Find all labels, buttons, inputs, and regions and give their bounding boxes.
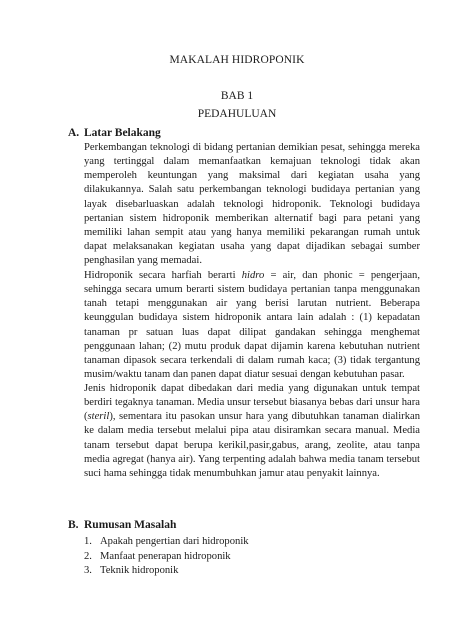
steril-term: steril bbox=[87, 411, 110, 423]
problem-list bbox=[84, 535, 249, 579]
list-item-text: Apakah pengertian dari hidroponik bbox=[100, 536, 249, 547]
paragraph-3-part-2: ), sementara itu pasokan unsur hara yang dibutuhkan tanaman dialirkan ke dalam media tersebut melalui pipa atau disiramkan secara manual. Media tanam tersebut dapat berupa kerikil,pasir,gabus, arang, zeolite, atau tanpa media agregat (hanya air). Yang terpenting adalah bahwa media tanam tersebut suci hama sehingga tidak menumbuhkan jamur atau penyakit lainnya. bbox=[84, 411, 420, 479]
list-item-number: 2. bbox=[84, 550, 92, 562]
section-a-heading-text: Latar Belakang bbox=[84, 127, 161, 139]
section-b-letter: B. bbox=[68, 519, 79, 531]
list-item bbox=[84, 550, 249, 565]
document-title: MAKALAH HIDROPONIK bbox=[169, 54, 305, 66]
list-item-number: 1. bbox=[84, 536, 92, 547]
chapter-title: PEDAHULUAN bbox=[197, 108, 277, 120]
paragraph-3-part-1: Jenis hidroponik dapat dibedakan dari media yang digunakan untuk tempat berdiri tegaknya tanaman. Media unsur tersebut biasanya bebas dari unsur hara ( bbox=[84, 383, 420, 423]
section-b-heading-text: Rumusan Masalah bbox=[84, 519, 177, 531]
chapter-label: BAB 1 bbox=[220, 90, 254, 102]
section-a-heading bbox=[68, 127, 161, 139]
hidro-term: hidro bbox=[241, 270, 265, 281]
list-item-text: Teknik hidroponik bbox=[100, 565, 179, 576]
paragraph-2-part-2: = air, dan phonic = pengerjaan, sehingga secara umum berarti sistem budidaya pertanian tanpa menggunakan tanah tetapi menggunakan air yang berisi larutan nutrient. Beberapa keunggulan budidaya sistem hidroponik antara lain adalah : (1) kepadatan tanaman pr satuan luas dapat dilipat gandakan sehingga menghemat penggunaan lahan; (2) mutu produk dapat dijamin karena kebutuhan nutrient tanaman dipasok secara terkendali di dalam rumah kaca; (3) tidak tergantung musim/waktu tanam dan panen dapat diatur sesuai dengan kebutuhan pasar. bbox=[84, 270, 420, 381]
list-item-text: Manfaat penerapan hidroponik bbox=[100, 550, 231, 562]
paragraph-3 bbox=[84, 382, 420, 481]
paragraph-1: Perkembangan teknologi di bidang pertanian demikian pesat, sehingga mereka yang tertinggal dalam memanfaatkan kemajuan teknologi tidak akan memperoleh keuntungan yang maksimal dari kegiatan usaha yang dilakukannya. Salah satu perkembangan teknologi budidaya pertanian yang layak disebarluaskan adalah teknologi hidroponik. Teknologi budidaya pertanian sistem hidroponik memberikan alternatif bagi para petani yang memiliki lahan sempit atau yang hanya memiliki pekarangan rumah untuk dapat melaksanakan kegiatan usaha yang dapat dijadikan sebagai sumber penghasilan yang memadai. bbox=[84, 142, 420, 267]
list-item bbox=[84, 535, 249, 550]
paragraph-2-part-1: Hidroponik secara harfiah berarti bbox=[84, 270, 242, 281]
paragraph-2 bbox=[84, 269, 420, 382]
list-item-number: 3. bbox=[84, 565, 92, 576]
list-item bbox=[84, 564, 249, 579]
section-b-heading bbox=[68, 519, 176, 531]
section-a-letter: A. bbox=[68, 127, 80, 139]
